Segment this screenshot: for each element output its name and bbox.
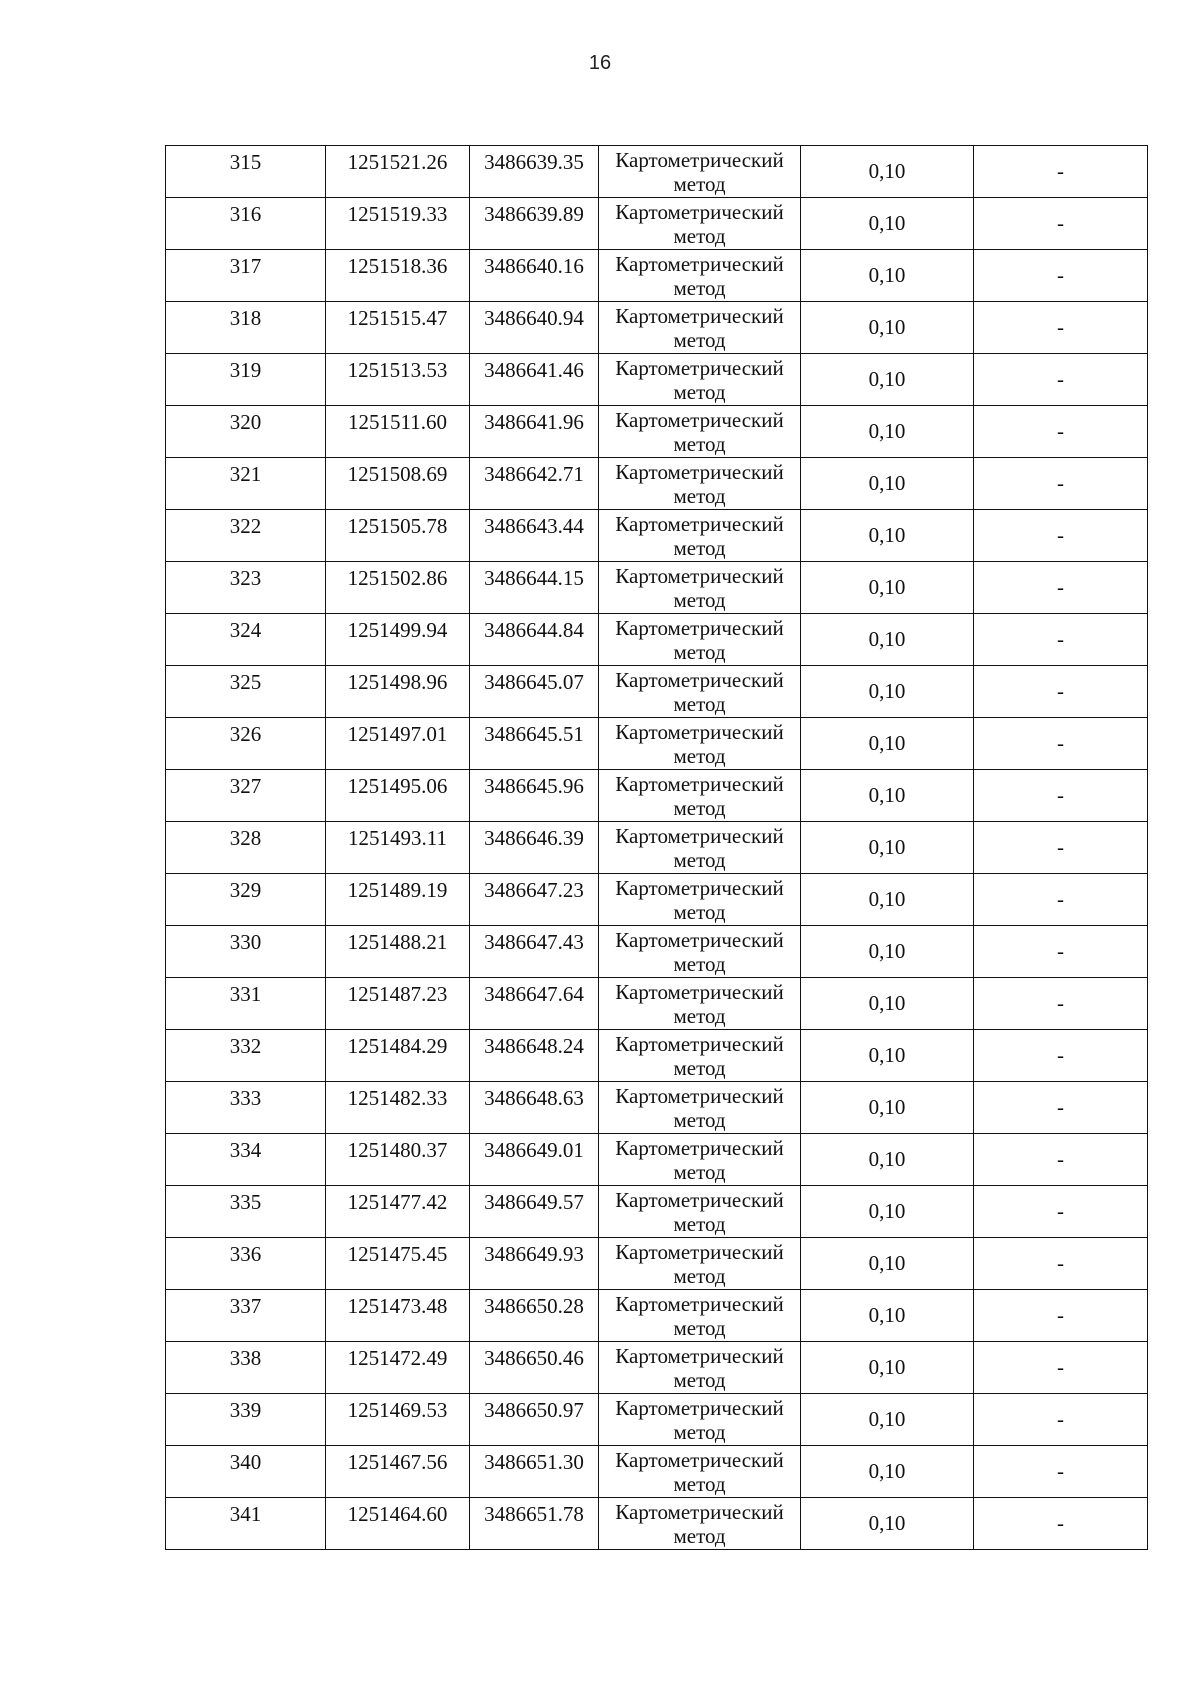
coordinates-table	[165, 145, 1148, 1550]
accuracy-cell: 0,10	[801, 926, 974, 978]
table-row	[166, 1342, 1148, 1394]
x-coordinate-cell: 1251467.56	[326, 1446, 470, 1498]
description-cell: -	[974, 562, 1148, 614]
accuracy-cell: 0,10	[801, 874, 974, 926]
accuracy-cell: 0,10	[801, 614, 974, 666]
accuracy-cell: 0,10	[801, 978, 974, 1030]
method-cell	[599, 874, 801, 926]
method-line-1: Картометрический	[615, 980, 784, 1004]
method-line-2: метод	[673, 640, 726, 664]
x-coordinate-cell: 1251480.37	[326, 1134, 470, 1186]
x-coordinate-cell: 1251489.19	[326, 874, 470, 926]
x-coordinate-cell: 1251502.86	[326, 562, 470, 614]
description-cell: -	[974, 978, 1148, 1030]
method-line-2: метод	[673, 900, 726, 924]
method-cell	[599, 146, 801, 198]
method-cell	[599, 1342, 801, 1394]
accuracy-cell: 0,10	[801, 1134, 974, 1186]
method-line-1: Картометрический	[615, 200, 784, 224]
method-line-1: Картометрический	[615, 928, 784, 952]
x-coordinate-cell: 1251511.60	[326, 406, 470, 458]
table-row	[166, 666, 1148, 718]
method-line-2: метод	[673, 848, 726, 872]
accuracy-cell: 0,10	[801, 354, 974, 406]
point-number-cell: 340	[166, 1446, 326, 1498]
method-line-2: метод	[673, 432, 726, 456]
method-line-2: метод	[673, 1316, 726, 1340]
table-row	[166, 458, 1148, 510]
method-line-1: Картометрический	[615, 408, 784, 432]
method-line-1: Картометрический	[615, 1292, 784, 1316]
table-row	[166, 1082, 1148, 1134]
y-coordinate-cell: 3486647.43	[470, 926, 599, 978]
method-cell	[599, 562, 801, 614]
accuracy-cell: 0,10	[801, 1030, 974, 1082]
method-line-2: метод	[673, 1264, 726, 1288]
point-number-cell: 329	[166, 874, 326, 926]
method-line-1: Картометрический	[615, 824, 784, 848]
description-cell: -	[974, 1394, 1148, 1446]
table-row	[166, 1030, 1148, 1082]
accuracy-cell: 0,10	[801, 1082, 974, 1134]
method-line-2: метод	[673, 952, 726, 976]
x-coordinate-cell: 1251518.36	[326, 250, 470, 302]
table-row	[166, 770, 1148, 822]
method-line-1: Картометрический	[615, 1500, 784, 1524]
method-line-1: Картометрический	[615, 616, 784, 640]
description-cell: -	[974, 1186, 1148, 1238]
description-cell: -	[974, 1498, 1148, 1550]
method-line-1: Картометрический	[615, 720, 784, 744]
method-line-2: метод	[673, 1160, 726, 1184]
table-row	[166, 1498, 1148, 1550]
method-cell	[599, 1186, 801, 1238]
description-cell: -	[974, 146, 1148, 198]
method-cell	[599, 458, 801, 510]
method-line-2: метод	[673, 172, 726, 196]
method-cell	[599, 718, 801, 770]
point-number-cell: 322	[166, 510, 326, 562]
table-row	[166, 250, 1148, 302]
x-coordinate-cell: 1251515.47	[326, 302, 470, 354]
method-line-1: Картометрический	[615, 1084, 784, 1108]
accuracy-cell: 0,10	[801, 146, 974, 198]
point-number-cell: 319	[166, 354, 326, 406]
point-number-cell: 317	[166, 250, 326, 302]
x-coordinate-cell: 1251472.49	[326, 1342, 470, 1394]
method-line-2: метод	[673, 380, 726, 404]
x-coordinate-cell: 1251497.01	[326, 718, 470, 770]
description-cell: -	[974, 354, 1148, 406]
x-coordinate-cell: 1251482.33	[326, 1082, 470, 1134]
table-row	[166, 1446, 1148, 1498]
description-cell: -	[974, 302, 1148, 354]
description-cell: -	[974, 822, 1148, 874]
y-coordinate-cell: 3486651.30	[470, 1446, 599, 1498]
point-number-cell: 327	[166, 770, 326, 822]
y-coordinate-cell: 3486640.16	[470, 250, 599, 302]
accuracy-cell: 0,10	[801, 406, 974, 458]
table-row	[166, 978, 1148, 1030]
method-line-2: метод	[673, 744, 726, 768]
method-cell	[599, 1498, 801, 1550]
point-number-cell: 323	[166, 562, 326, 614]
x-coordinate-cell: 1251495.06	[326, 770, 470, 822]
table-row	[166, 354, 1148, 406]
description-cell: -	[974, 406, 1148, 458]
method-line-2: метод	[673, 484, 726, 508]
method-line-1: Картометрический	[615, 460, 784, 484]
description-cell: -	[974, 1446, 1148, 1498]
method-line-1: Картометрический	[615, 1188, 784, 1212]
description-cell: -	[974, 1238, 1148, 1290]
accuracy-cell: 0,10	[801, 1446, 974, 1498]
method-line-2: метод	[673, 536, 726, 560]
y-coordinate-cell: 3486645.07	[470, 666, 599, 718]
accuracy-cell: 0,10	[801, 1342, 974, 1394]
accuracy-cell: 0,10	[801, 458, 974, 510]
method-cell	[599, 978, 801, 1030]
y-coordinate-cell: 3486641.96	[470, 406, 599, 458]
description-cell: -	[974, 770, 1148, 822]
accuracy-cell: 0,10	[801, 1394, 974, 1446]
method-line-1: Картометрический	[615, 1448, 784, 1472]
accuracy-cell: 0,10	[801, 1238, 974, 1290]
method-line-2: метод	[673, 328, 726, 352]
y-coordinate-cell: 3486643.44	[470, 510, 599, 562]
table-row	[166, 1290, 1148, 1342]
point-number-cell: 325	[166, 666, 326, 718]
method-line-1: Картометрический	[615, 772, 784, 796]
x-coordinate-cell: 1251477.42	[326, 1186, 470, 1238]
method-line-2: метод	[673, 796, 726, 820]
x-coordinate-cell: 1251505.78	[326, 510, 470, 562]
point-number-cell: 328	[166, 822, 326, 874]
x-coordinate-cell: 1251508.69	[326, 458, 470, 510]
table-row	[166, 614, 1148, 666]
description-cell: -	[974, 926, 1148, 978]
method-cell	[599, 926, 801, 978]
description-cell: -	[974, 510, 1148, 562]
y-coordinate-cell: 3486646.39	[470, 822, 599, 874]
description-cell: -	[974, 874, 1148, 926]
point-number-cell: 321	[166, 458, 326, 510]
method-line-1: Картометрический	[615, 356, 784, 380]
y-coordinate-cell: 3486649.93	[470, 1238, 599, 1290]
y-coordinate-cell: 3486649.57	[470, 1186, 599, 1238]
table-row	[166, 1134, 1148, 1186]
description-cell: -	[974, 1082, 1148, 1134]
method-cell	[599, 250, 801, 302]
point-number-cell: 339	[166, 1394, 326, 1446]
description-cell: -	[974, 1134, 1148, 1186]
accuracy-cell: 0,10	[801, 718, 974, 770]
accuracy-cell: 0,10	[801, 822, 974, 874]
method-line-1: Картометрический	[615, 304, 784, 328]
table-row	[166, 146, 1148, 198]
method-line-1: Картометрический	[615, 1136, 784, 1160]
x-coordinate-cell: 1251475.45	[326, 1238, 470, 1290]
method-cell	[599, 1394, 801, 1446]
accuracy-cell: 0,10	[801, 770, 974, 822]
x-coordinate-cell: 1251487.23	[326, 978, 470, 1030]
x-coordinate-cell: 1251493.11	[326, 822, 470, 874]
x-coordinate-cell: 1251521.26	[326, 146, 470, 198]
coordinates-table-body	[166, 146, 1148, 1550]
method-line-1: Картометрический	[615, 1396, 784, 1420]
point-number-cell: 331	[166, 978, 326, 1030]
y-coordinate-cell: 3486648.63	[470, 1082, 599, 1134]
method-line-2: метод	[673, 692, 726, 716]
y-coordinate-cell: 3486650.46	[470, 1342, 599, 1394]
method-line-1: Картометрический	[615, 564, 784, 588]
point-number-cell: 324	[166, 614, 326, 666]
y-coordinate-cell: 3486649.01	[470, 1134, 599, 1186]
method-cell	[599, 1290, 801, 1342]
description-cell: -	[974, 458, 1148, 510]
y-coordinate-cell: 3486650.28	[470, 1290, 599, 1342]
method-cell	[599, 302, 801, 354]
y-coordinate-cell: 3486639.35	[470, 146, 599, 198]
method-cell	[599, 406, 801, 458]
method-line-2: метод	[673, 1472, 726, 1496]
method-line-2: метод	[673, 1368, 726, 1392]
table-row	[166, 562, 1148, 614]
method-line-1: Картометрический	[615, 1240, 784, 1264]
x-coordinate-cell: 1251473.48	[326, 1290, 470, 1342]
method-line-2: метод	[673, 1056, 726, 1080]
y-coordinate-cell: 3486647.23	[470, 874, 599, 926]
y-coordinate-cell: 3486651.78	[470, 1498, 599, 1550]
description-cell: -	[974, 666, 1148, 718]
method-line-1: Картометрический	[615, 252, 784, 276]
description-cell: -	[974, 614, 1148, 666]
x-coordinate-cell: 1251464.60	[326, 1498, 470, 1550]
method-cell	[599, 614, 801, 666]
method-cell	[599, 666, 801, 718]
x-coordinate-cell: 1251513.53	[326, 354, 470, 406]
table-row	[166, 1394, 1148, 1446]
method-line-2: метод	[673, 1420, 726, 1444]
point-number-cell: 315	[166, 146, 326, 198]
method-cell	[599, 1446, 801, 1498]
y-coordinate-cell: 3486647.64	[470, 978, 599, 1030]
method-line-1: Картометрический	[615, 668, 784, 692]
accuracy-cell: 0,10	[801, 510, 974, 562]
table-row	[166, 718, 1148, 770]
point-number-cell: 330	[166, 926, 326, 978]
method-line-1: Картометрический	[615, 1032, 784, 1056]
method-line-1: Картометрический	[615, 148, 784, 172]
method-line-2: метод	[673, 1108, 726, 1132]
y-coordinate-cell: 3486644.15	[470, 562, 599, 614]
point-number-cell: 335	[166, 1186, 326, 1238]
y-coordinate-cell: 3486645.96	[470, 770, 599, 822]
method-cell	[599, 822, 801, 874]
method-line-2: метод	[673, 1524, 726, 1548]
method-cell	[599, 770, 801, 822]
point-number-cell: 316	[166, 198, 326, 250]
method-line-1: Картометрический	[615, 876, 784, 900]
point-number-cell: 334	[166, 1134, 326, 1186]
page-number: 16	[588, 52, 612, 74]
accuracy-cell: 0,10	[801, 250, 974, 302]
method-cell	[599, 1030, 801, 1082]
description-cell: -	[974, 1342, 1148, 1394]
x-coordinate-cell: 1251519.33	[326, 198, 470, 250]
table-row	[166, 1186, 1148, 1238]
y-coordinate-cell: 3486640.94	[470, 302, 599, 354]
point-number-cell: 318	[166, 302, 326, 354]
point-number-cell: 320	[166, 406, 326, 458]
x-coordinate-cell: 1251488.21	[326, 926, 470, 978]
method-cell	[599, 354, 801, 406]
method-line-2: метод	[673, 1004, 726, 1028]
point-number-cell: 337	[166, 1290, 326, 1342]
point-number-cell: 333	[166, 1082, 326, 1134]
point-number-cell: 326	[166, 718, 326, 770]
table-row	[166, 926, 1148, 978]
x-coordinate-cell: 1251469.53	[326, 1394, 470, 1446]
table-row	[166, 822, 1148, 874]
table-row	[166, 406, 1148, 458]
accuracy-cell: 0,10	[801, 666, 974, 718]
y-coordinate-cell: 3486639.89	[470, 198, 599, 250]
y-coordinate-cell: 3486642.71	[470, 458, 599, 510]
method-cell	[599, 1238, 801, 1290]
method-cell	[599, 510, 801, 562]
table-row	[166, 302, 1148, 354]
accuracy-cell: 0,10	[801, 1290, 974, 1342]
y-coordinate-cell: 3486648.24	[470, 1030, 599, 1082]
method-line-2: метод	[673, 588, 726, 612]
accuracy-cell: 0,10	[801, 1498, 974, 1550]
method-line-2: метод	[673, 1212, 726, 1236]
x-coordinate-cell: 1251498.96	[326, 666, 470, 718]
method-line-2: метод	[673, 224, 726, 248]
method-line-1: Картометрический	[615, 512, 784, 536]
y-coordinate-cell: 3486645.51	[470, 718, 599, 770]
table-row	[166, 198, 1148, 250]
description-cell: -	[974, 1290, 1148, 1342]
method-cell	[599, 1082, 801, 1134]
point-number-cell: 336	[166, 1238, 326, 1290]
accuracy-cell: 0,10	[801, 302, 974, 354]
point-number-cell: 338	[166, 1342, 326, 1394]
description-cell: -	[974, 250, 1148, 302]
point-number-cell: 332	[166, 1030, 326, 1082]
description-cell: -	[974, 1030, 1148, 1082]
y-coordinate-cell: 3486650.97	[470, 1394, 599, 1446]
method-cell	[599, 198, 801, 250]
method-cell	[599, 1134, 801, 1186]
y-coordinate-cell: 3486641.46	[470, 354, 599, 406]
table-row	[166, 510, 1148, 562]
description-cell: -	[974, 198, 1148, 250]
table-row	[166, 874, 1148, 926]
accuracy-cell: 0,10	[801, 198, 974, 250]
table-row	[166, 1238, 1148, 1290]
accuracy-cell: 0,10	[801, 562, 974, 614]
x-coordinate-cell: 1251484.29	[326, 1030, 470, 1082]
point-number-cell: 341	[166, 1498, 326, 1550]
y-coordinate-cell: 3486644.84	[470, 614, 599, 666]
x-coordinate-cell: 1251499.94	[326, 614, 470, 666]
method-line-1: Картометрический	[615, 1344, 784, 1368]
description-cell: -	[974, 718, 1148, 770]
method-line-2: метод	[673, 276, 726, 300]
accuracy-cell: 0,10	[801, 1186, 974, 1238]
